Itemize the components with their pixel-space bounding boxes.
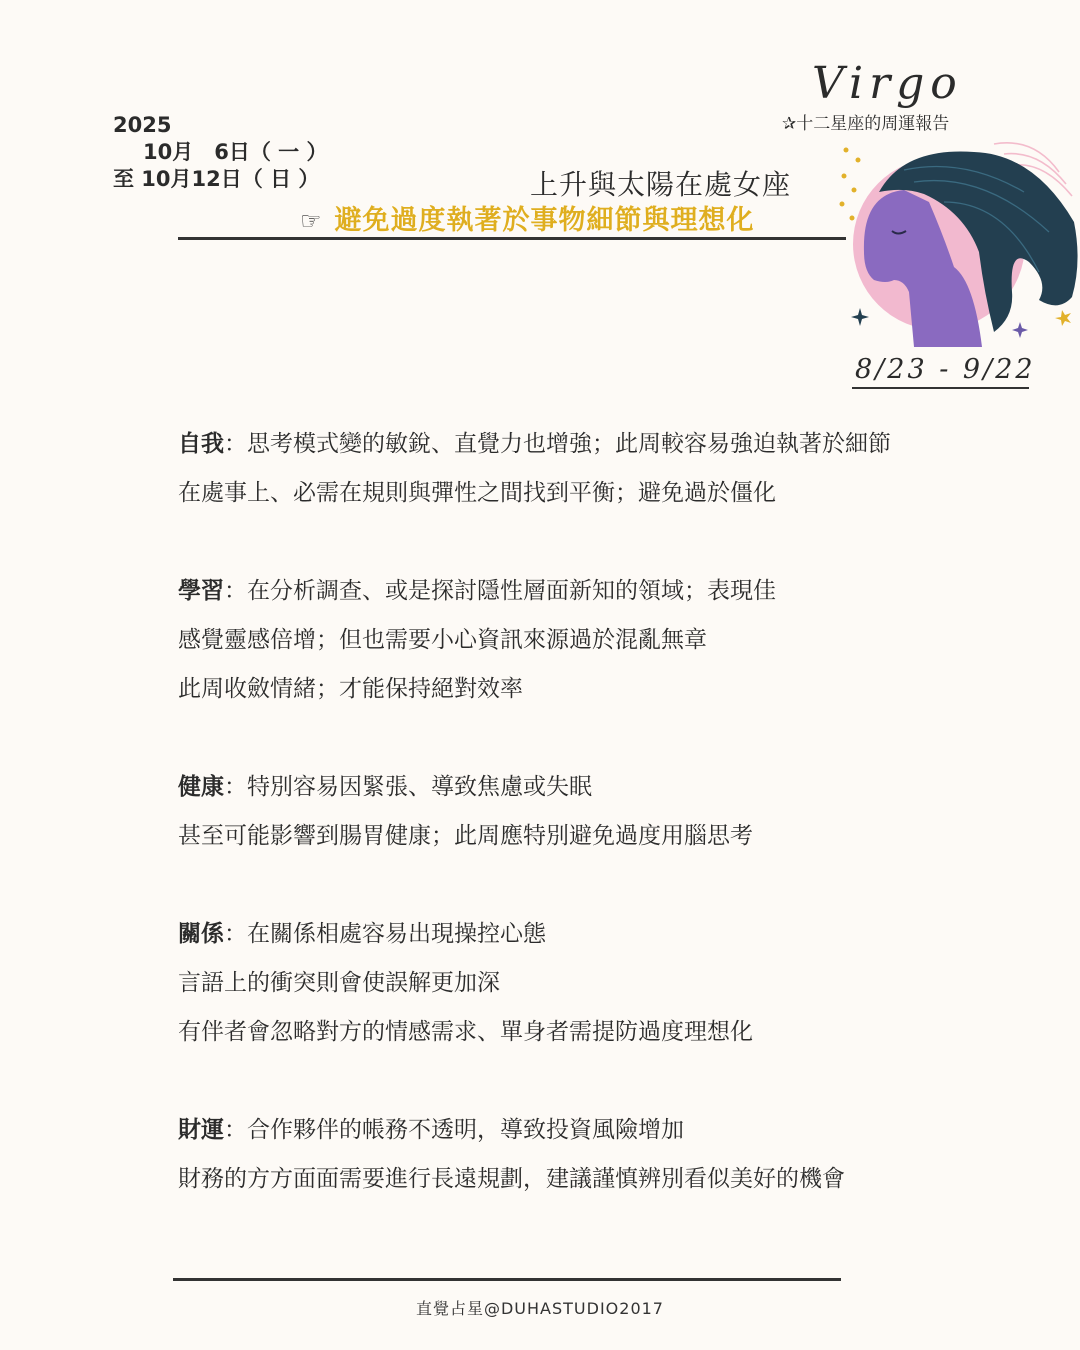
- range-underline: [852, 387, 1029, 389]
- section-line: 財務的方方面面需要進行長遠規劃，建議謹慎辨別看似美好的機會: [178, 1166, 845, 1192]
- page-title: 上升與太陽在處女座: [530, 168, 792, 201]
- report-label: ✰十二星座的周運報告: [782, 114, 950, 134]
- gold-dot: [842, 174, 847, 179]
- section-line: 有伴者會忽略對方的情感需求、單身者需提防過度理想化: [178, 1019, 753, 1045]
- gold-dot: [844, 148, 849, 153]
- virgo-illustration: [834, 132, 1080, 347]
- year: 2025: [113, 113, 172, 137]
- date-end: 至 10月12日（ 日 ）: [113, 167, 320, 191]
- section-self: [178, 420, 1038, 518]
- gold-dot: [840, 202, 845, 207]
- gold-dot: [850, 216, 855, 221]
- sparkle-icon: [851, 308, 869, 326]
- date-start: 10月 6日（ 一 ）: [143, 140, 328, 164]
- section-heading: 關係: [178, 921, 224, 947]
- section-line: 感覺靈感倍增；但也需要小心資訊來源過於混亂無章: [178, 627, 707, 653]
- section-line: 此周收斂情緒；才能保持絕對效率: [178, 676, 523, 702]
- section-study: [178, 567, 1038, 714]
- star-icon: [1055, 310, 1071, 326]
- section-health: [178, 763, 1038, 861]
- gold-dot: [856, 158, 861, 163]
- section-line: 關係：在關係相處容易出現操控心態: [178, 921, 546, 947]
- section-line: 財運：合作夥伴的帳務不透明，導致投資風險增加: [178, 1117, 684, 1143]
- section-heading: 學習: [178, 578, 224, 604]
- sign-date-range: 8/23 - 9/22: [855, 354, 1036, 385]
- section-heading: 自我: [178, 431, 224, 457]
- gold-dot: [852, 188, 857, 193]
- fortune-content: [178, 420, 1038, 1253]
- section-line: 在處事上、必需在規則與彈性之間找到平衡；避免過於僵化: [178, 480, 776, 506]
- subtitle-text: 避免過度執著於事物細節與理想化: [334, 205, 755, 236]
- section-heading: 財運: [178, 1117, 224, 1143]
- section-heading: 健康: [178, 774, 224, 800]
- section-line: 甚至可能影響到腸胃健康；此周應特別避免過度用腦思考: [178, 823, 753, 849]
- page-subtitle: [300, 198, 755, 237]
- footer-credit: 直覺占星@DUHASTUDIO2017: [415, 1299, 664, 1318]
- footer-divider: [173, 1278, 841, 1281]
- sparkle-icon: [1012, 322, 1028, 338]
- section-line: 自我：思考模式變的敏銳、直覺力也增強；此周較容易強迫執著於細節: [178, 431, 891, 457]
- section-line: 學習：在分析調查、或是探討隱性層面新知的領域；表現佳: [178, 578, 776, 604]
- pointing-hand-icon: ☞: [300, 207, 323, 235]
- section-line: 言語上的衝突則會使誤解更加深: [178, 970, 500, 996]
- section-line: 健康：特別容易因緊張、導致焦慮或失眠: [178, 774, 592, 800]
- sign-name: Virgo: [812, 58, 963, 109]
- section-wealth: [178, 1106, 1038, 1204]
- date-block: [113, 112, 327, 193]
- header-divider: [178, 237, 846, 240]
- section-relationship: [178, 910, 1038, 1057]
